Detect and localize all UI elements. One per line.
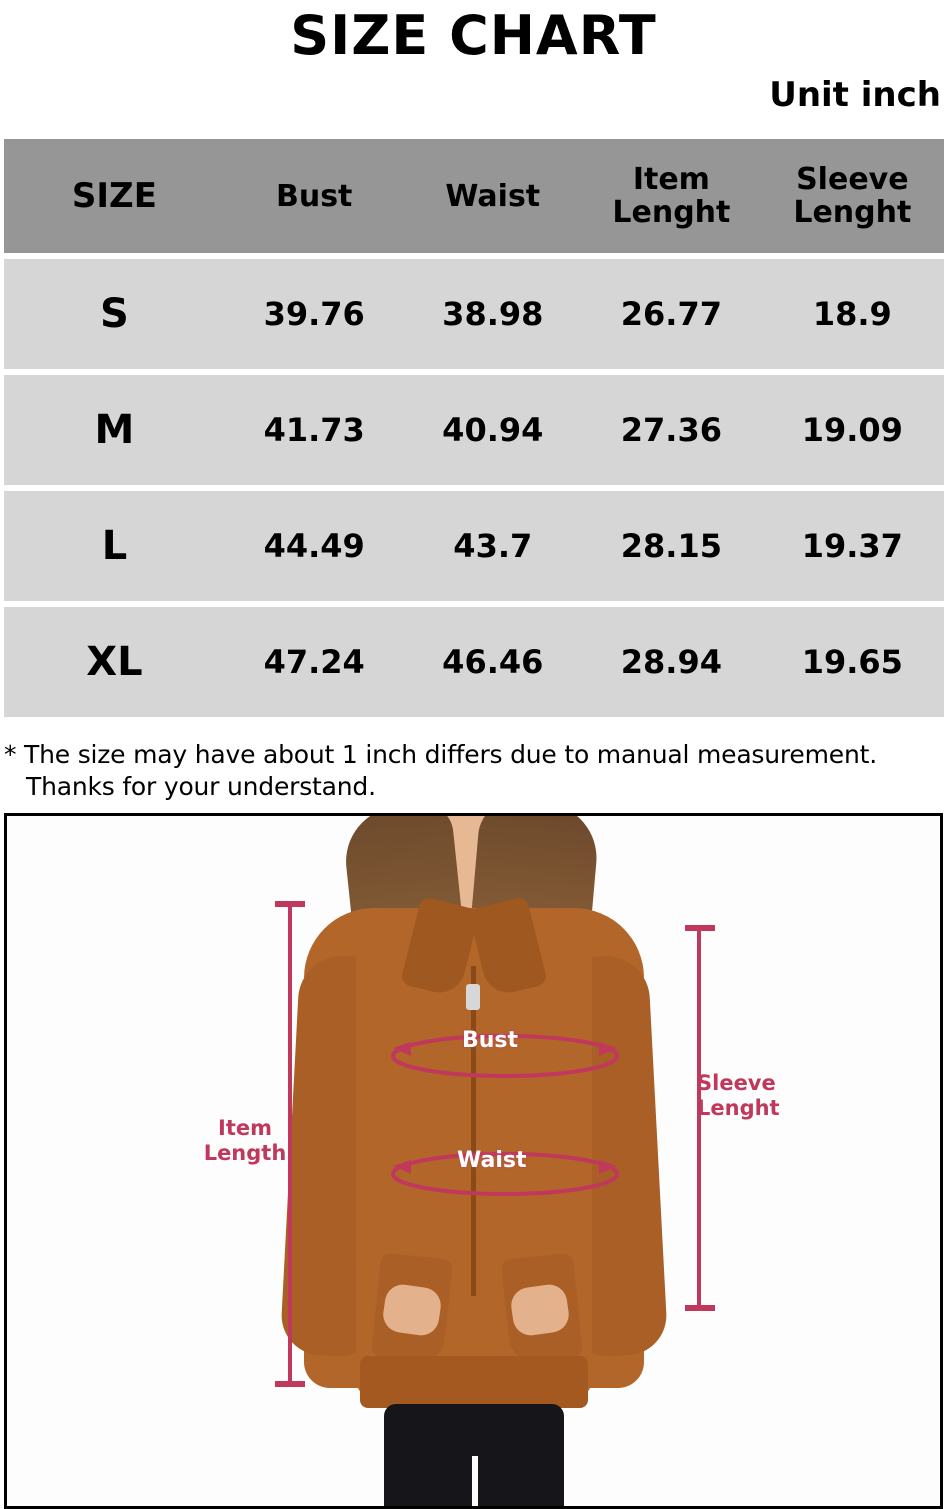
cell-waist: 43.7 — [403, 491, 582, 601]
cell-bust: 44.49 — [225, 491, 404, 601]
cell-size: S — [4, 259, 225, 369]
column-header-item-length-line1: Item — [632, 161, 710, 197]
table-row — [4, 375, 944, 485]
label-waist: Waist — [457, 1148, 527, 1174]
cell-size: XL — [4, 607, 225, 717]
model-photo — [7, 816, 940, 1506]
label-bust: Bust — [462, 1028, 519, 1054]
table-row — [4, 259, 944, 369]
cell-bust: 47.24 — [225, 607, 404, 717]
cell-item-length: 26.77 — [582, 259, 761, 369]
column-header-item-length-line2: Lenght — [612, 195, 731, 231]
column-header-waist: Waist — [403, 139, 582, 253]
cell-waist: 38.98 — [403, 259, 582, 369]
measurement-note — [4, 739, 947, 803]
column-header-sleeve-length-line2: Lenght — [793, 195, 912, 231]
cell-sleeve-length: 19.37 — [761, 491, 944, 601]
cell-bust: 39.76 — [225, 259, 404, 369]
label-sleeve-length-line2: Lenght — [697, 1095, 780, 1120]
cell-waist: 46.46 — [403, 607, 582, 717]
cell-waist: 40.94 — [403, 375, 582, 485]
size-chart-table — [4, 133, 944, 723]
unit-label: Unit inch — [769, 75, 941, 116]
table-header-row — [4, 139, 944, 253]
cell-item-length: 28.94 — [582, 607, 761, 717]
measurement-note-line1: * The size may have about 1 inch differs due to manual measurement. — [4, 740, 877, 770]
cell-sleeve-length: 19.09 — [761, 375, 944, 485]
table-header — [4, 139, 944, 253]
measurement-note-line2: Thanks for your understand. — [26, 772, 376, 802]
column-header-item-length — [582, 139, 761, 253]
column-header-size: SIZE — [4, 139, 225, 253]
cell-sleeve-length: 19.65 — [761, 607, 944, 717]
cell-sleeve-length: 18.9 — [761, 259, 944, 369]
label-sleeve-length — [697, 1071, 807, 1119]
table-body — [4, 259, 944, 717]
page-title: SIZE CHART — [290, 4, 657, 67]
cell-size: M — [4, 375, 225, 485]
table-row — [4, 491, 944, 601]
column-header-sleeve-length — [761, 139, 944, 253]
cell-item-length: 28.15 — [582, 491, 761, 601]
cell-size: L — [4, 491, 225, 601]
label-item-length — [195, 1116, 295, 1164]
cell-bust: 41.73 — [225, 375, 404, 485]
label-sleeve-length-line1: Sleeve — [697, 1071, 776, 1096]
column-header-sleeve-length-line1: Sleeve — [796, 161, 909, 197]
table-row — [4, 607, 944, 717]
column-header-bust: Bust — [225, 139, 404, 253]
label-item-length-line1: Item — [218, 1116, 272, 1141]
label-item-length-line2: Length — [203, 1140, 287, 1165]
measurement-diagram-panel — [4, 813, 943, 1509]
cell-item-length: 27.36 — [582, 375, 761, 485]
